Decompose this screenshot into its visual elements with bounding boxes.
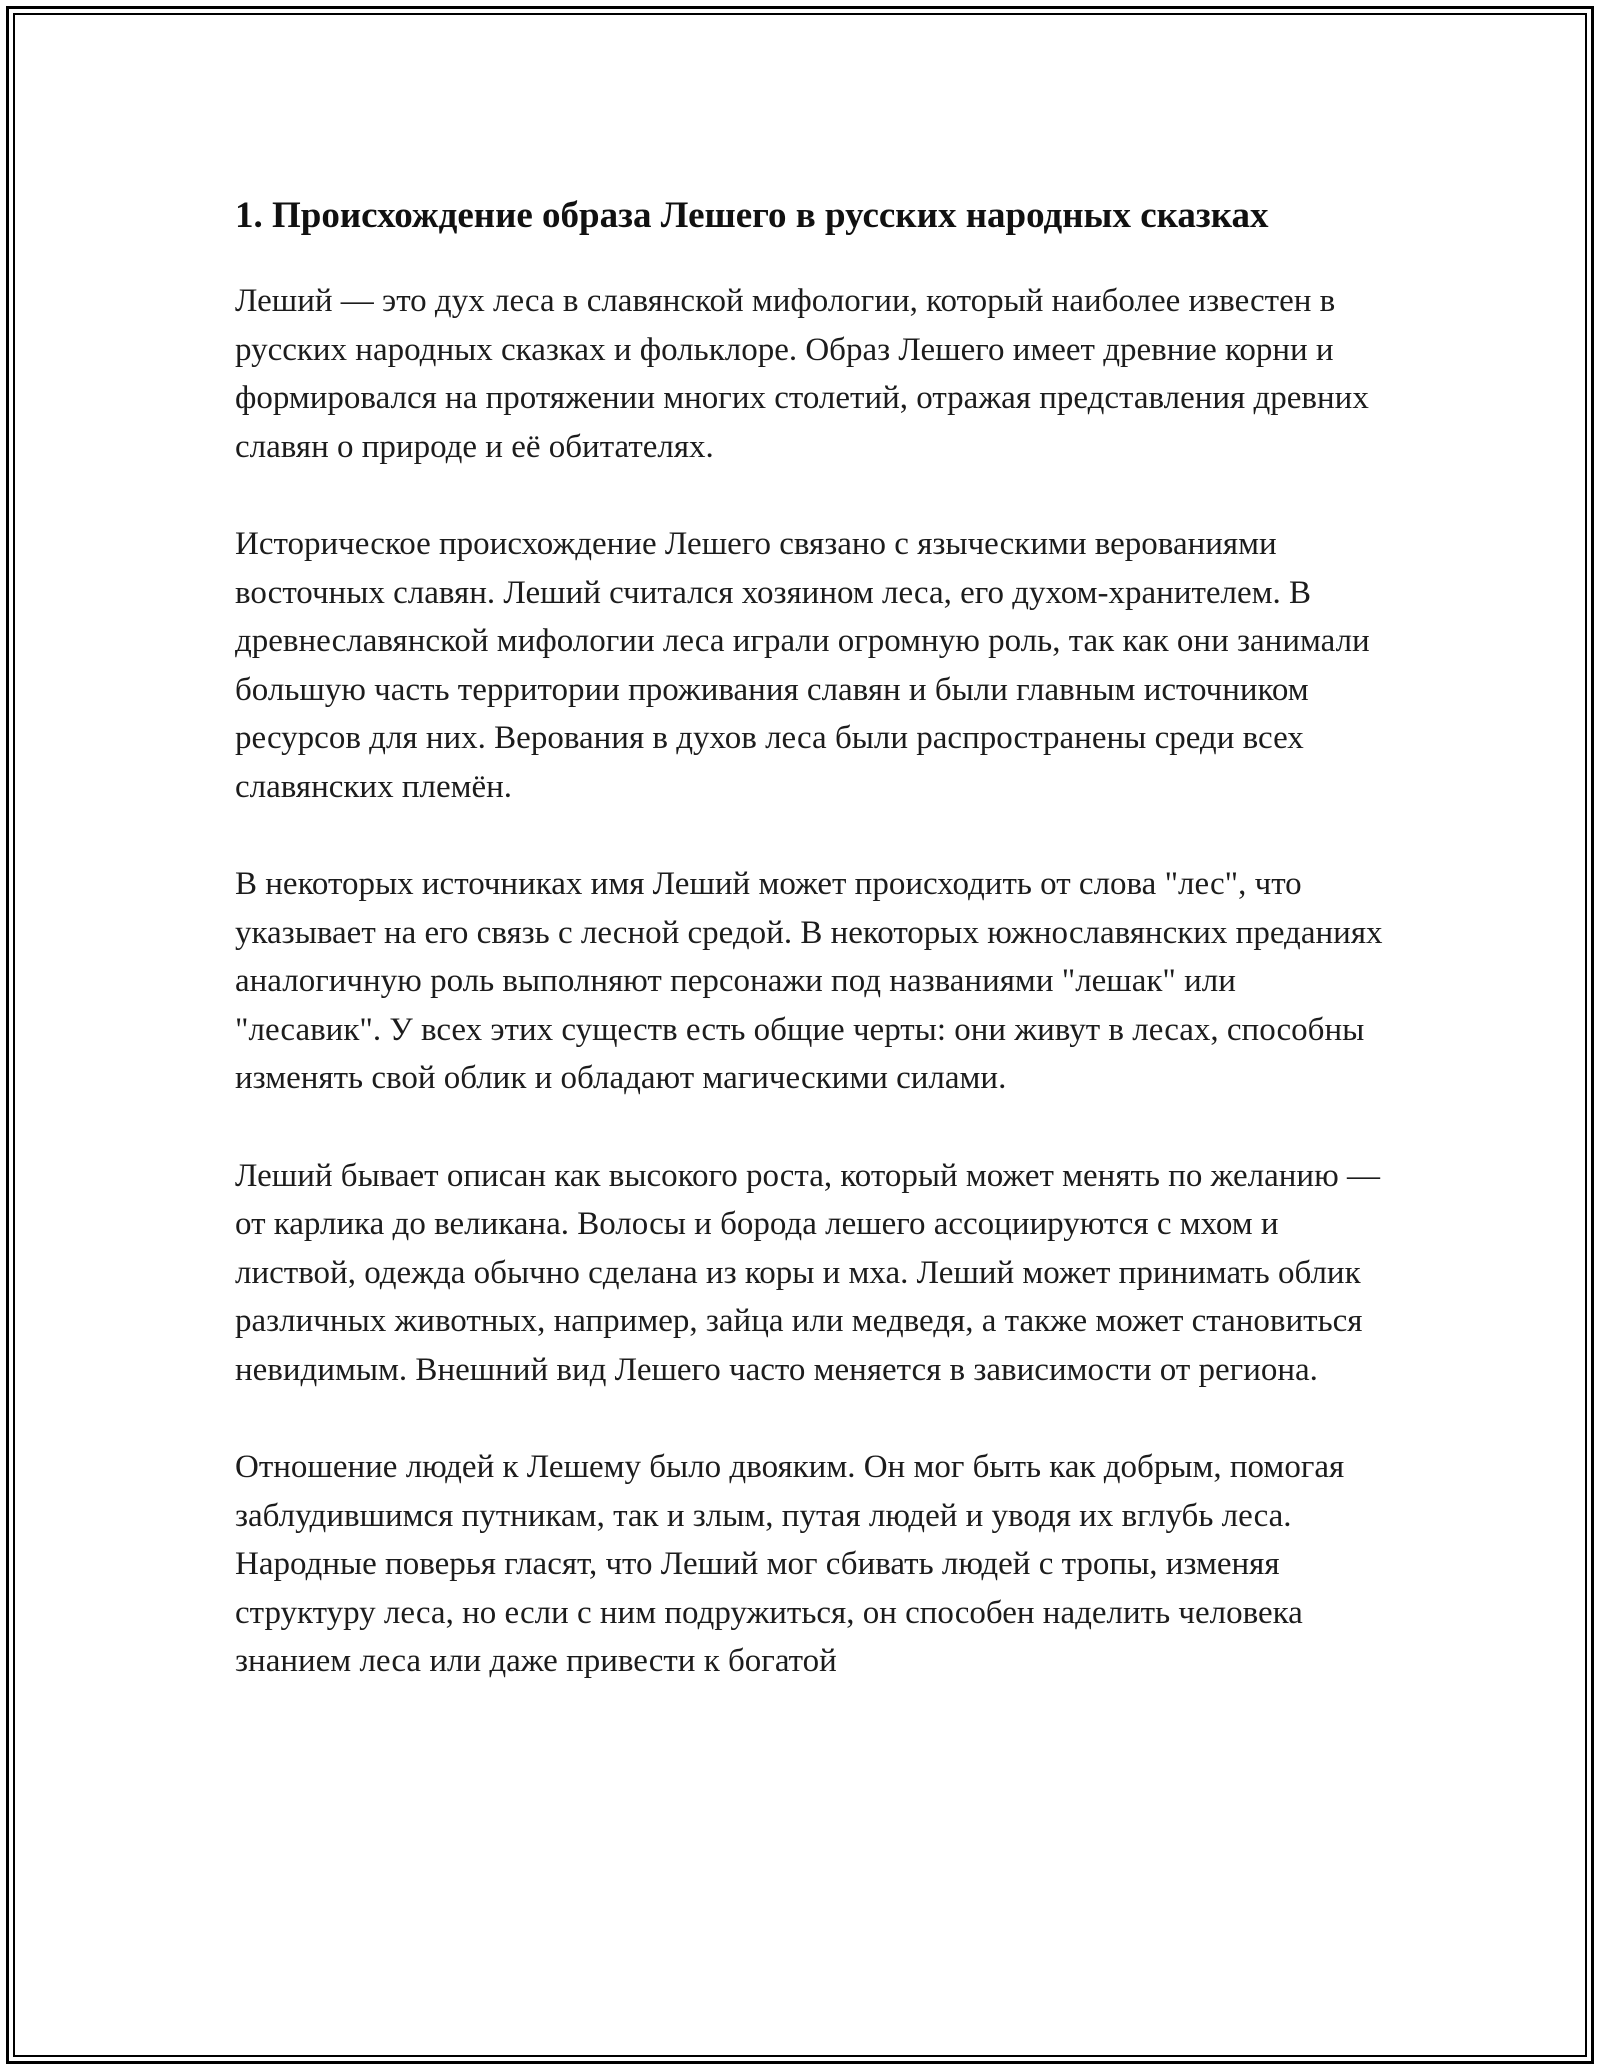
paragraph-5: Отношение людей к Лешему было двояким. Он мог быть как добрым, помогая заблудившимся путникам, так и злым, путая людей и уводя их вглубь леса. Народные поверья гласят, что Леший мог сбивать людей с тропы, изменяя структуру леса, но если с ним подружиться, он способен наделить человека знанием леса или даже привести к богатой <box>235 1449 1345 1679</box>
paragraph-1: Леший — это дух леса в славянской мифологии, который наиболее известен в русских народных сказках и фольклоре. Образ Лешего имеет древние корни и формировался на протяжении многих столетий, отражая представления древних славян о природе и её обитателях. <box>235 283 1369 465</box>
paragraph-3: В некоторых источниках имя Леший может происходить от слова "лес", что указывает на его связь с лесной средой. В некоторых южнославянских преданиях аналогичную роль выполняют персонажи под названиями "лешак" или "лесавик". У всех этих существ есть общие черты: они живут в лесах, способны изменять свой облик и обладают магическими силами. <box>235 866 1383 1096</box>
section-title: 1. Происхождение образа Лешего в русских народных сказках <box>235 195 1269 236</box>
paragraph-2: Историческое происхождение Лешего связано с языческими верованиями восточных славян. Леший считался хозяином леса, его духом-хранителем. В древнеславянской мифологии леса играли огромную роль, так как они занимали большую часть территории проживания славян и были главным источником ресурсов для них. Верования в духов леса были распространены среди всех славянских племён. <box>235 526 1370 805</box>
paragraph-4: Леший бывает описан как высокого роста, который может менять по желанию — от карлика до великана. Волосы и борода лешего ассоциируются с мхом и листвой, одежда обычно сделана из коры и мха. Леший может принимать облик различных животных, например, зайца или медведя, а также может становиться невидимым. Внешний вид Лешего часто меняется в зависимости от региона. <box>235 1157 1380 1388</box>
document-body <box>235 188 1385 1735</box>
